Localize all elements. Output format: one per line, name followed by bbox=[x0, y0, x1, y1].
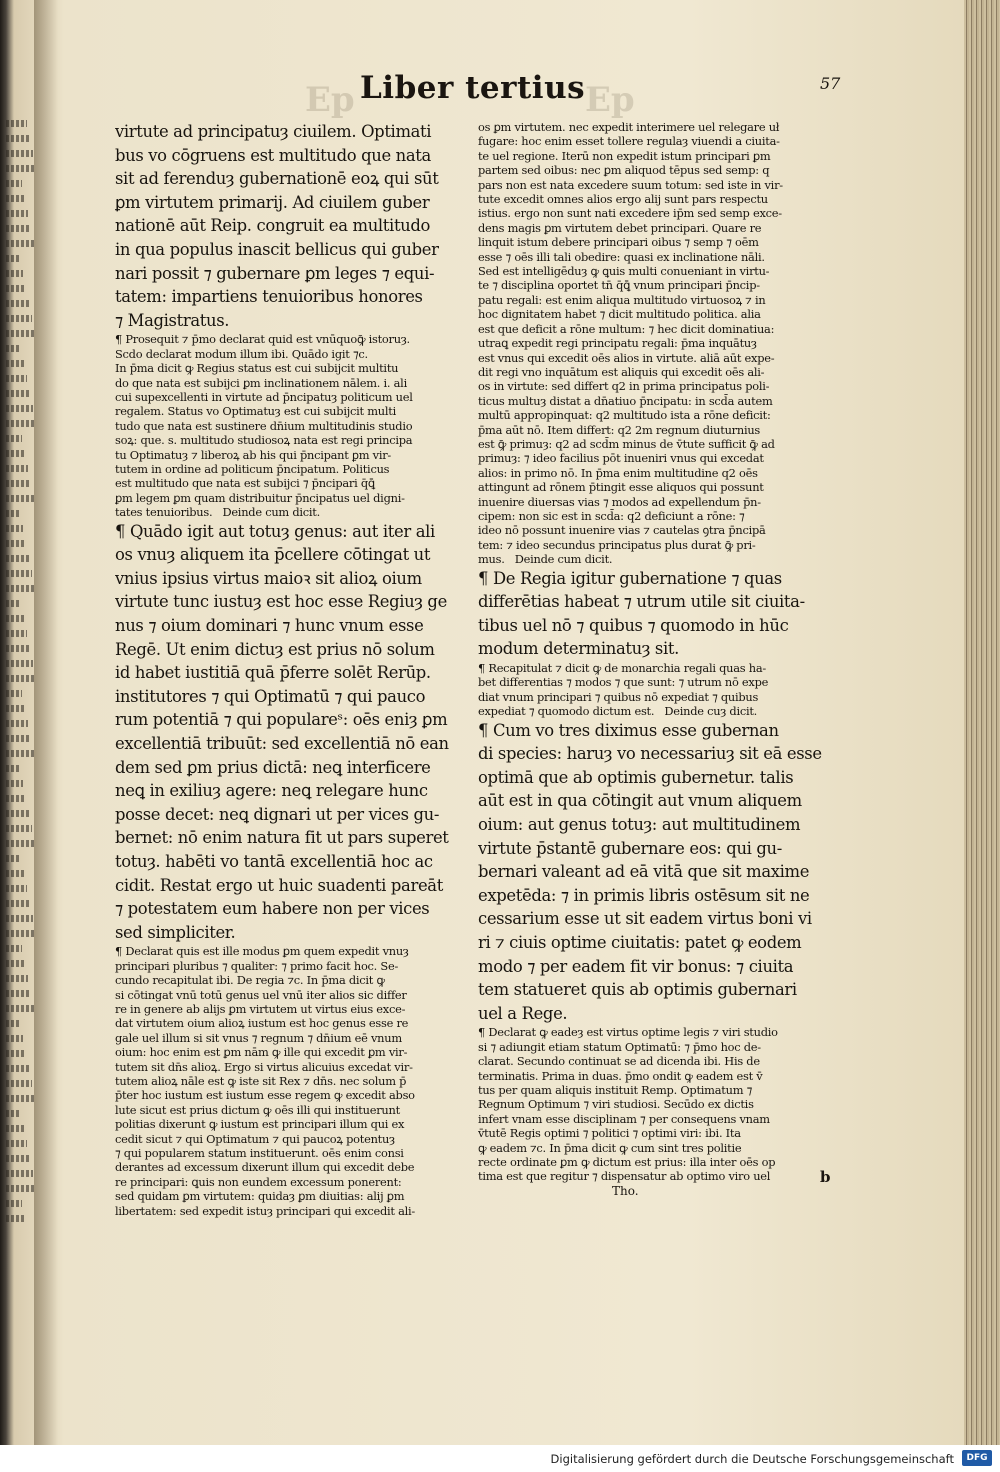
text-line: modum determinatuȝ sit. bbox=[478, 639, 679, 659]
text-line: modo ⁊ per eadem fit vir bonus: ⁊ ciuita bbox=[478, 956, 794, 976]
previous-page-text-fragment bbox=[6, 255, 20, 262]
previous-page-text-fragment bbox=[6, 1050, 26, 1057]
previous-page-text-fragment bbox=[6, 1095, 34, 1102]
text-line: lute sicut est prius dictum ꝙ oēs illi qui instituerunt bbox=[115, 1102, 400, 1117]
previous-page-text-fragment bbox=[6, 705, 25, 712]
text-line: nari possit ⁊ gubernare ꝑm leges ⁊ equi- bbox=[115, 263, 435, 283]
text-line: partem sed oibus: nec ꝑm aliquod tēpus sed semp: q bbox=[478, 163, 770, 178]
text-line: virtute tunc iustuȝ est hoc esse Regiuȝ ge bbox=[115, 592, 447, 612]
text-line: expediat ⁊ quomodo dictum est. Deinde cuȝ dicit. bbox=[478, 704, 758, 719]
previous-page-text-fragment bbox=[6, 930, 34, 937]
text-line: re in genere ab alijs ꝑm virtutem ut virtus eius exce- bbox=[115, 1001, 406, 1016]
previous-page-text-fragment bbox=[6, 870, 24, 877]
text-line: re principari: ꝗuis non eundem excessum ponerent: bbox=[115, 1174, 402, 1189]
footer-bar bbox=[0, 1445, 1000, 1472]
text-line: terminatis. Prima in duas. p̄mo ondit ꝙ eadem est v̄ bbox=[478, 1068, 763, 1083]
text-line: oium: hoc enim est ꝑm nām ꝙ ille qui excedit ꝑm vir- bbox=[115, 1045, 408, 1060]
bleed-through-text: Ep bbox=[585, 80, 635, 120]
text-line: rum potentiā ⁊ qui populareˢ: oēs eniȝ ꝑm bbox=[115, 710, 448, 730]
previous-page-text-fragment bbox=[6, 270, 23, 277]
text-line: pars non est nata excedere suum totum: sed iste in vir- bbox=[478, 177, 783, 192]
text-line: tute excedit omnes alios ergo alij sunt pars respectu bbox=[478, 192, 768, 207]
text-line: os vnuȝ aliquem ita p̄cellere cōtingat ut bbox=[115, 545, 431, 565]
text-line: ¶ Recapitulat ⁊ dicit ꝙ de monarchia regali quas ha- bbox=[478, 660, 766, 675]
text-line: ⁊ Magistratus. bbox=[115, 310, 230, 330]
left-text-column bbox=[115, 120, 450, 1218]
text-line: ¶ Declarat quis est ille modus ꝑm quem expedit vnuȝ bbox=[115, 944, 409, 959]
previous-page-text-fragment bbox=[6, 600, 21, 607]
text-line: derantes ad excessum dixerunt illum qui excedit debe bbox=[115, 1160, 415, 1175]
text-line: infert vnam esse disciplinam ⁊ per consequens vnam bbox=[478, 1111, 770, 1126]
previous-page-text-fragment bbox=[6, 450, 25, 457]
text-line: id habet iustitiā quā p̄ferre solēt Rerūp. bbox=[115, 663, 431, 683]
previous-page-text-fragment bbox=[6, 1185, 34, 1192]
folio-number: 57 bbox=[820, 74, 841, 93]
text-line: ⁊ potestatem eum habere non per vices bbox=[115, 899, 430, 919]
previous-page-text-fragment bbox=[6, 420, 34, 427]
text-line: tibus uel nō ⁊ quibus ⁊ quomodo in hūc bbox=[478, 615, 789, 635]
commentary-paragraph bbox=[478, 1025, 823, 1183]
text-line: vnius ipsius virtus maioꝛ sit alioꝝ oium bbox=[115, 568, 422, 588]
text-line: istius. ergo non sunt nati excedere ip̄m sed semp exce- bbox=[478, 206, 782, 221]
text-line: nus ⁊ oium dominari ⁊ hunc vnum esse bbox=[115, 616, 424, 635]
text-line: libertatem: sed expedit istuȝ principari qui excedit ali- bbox=[115, 1203, 416, 1218]
previous-page-text-fragment bbox=[6, 1020, 20, 1027]
previous-page-text-fragment bbox=[6, 1125, 24, 1132]
text-line: linquit istum debere principari oibus ⁊ semp ⁊ oēm bbox=[478, 235, 759, 250]
text-line: mus. Deinde cum dicit. bbox=[478, 552, 613, 567]
text-line: tutem sit dn̄s alioꝝ. Ergo si virtus alicuius excedat vir- bbox=[115, 1059, 413, 1074]
previous-page-text-fragment bbox=[6, 435, 22, 442]
text-line: Scdo declarat modum illum ibi. Quādo igit ⁊c. bbox=[115, 346, 368, 361]
previous-page-text-fragment bbox=[6, 885, 27, 892]
text-line: ri ⁊ ciuis optime ciuitatis: patet ꝙ eodem bbox=[478, 932, 802, 952]
text-line: gale uel illum si sit vnus ⁊ regnum ⁊ dn̄ium eē vnum bbox=[115, 1030, 402, 1045]
text-line: excellentiā tribuūt: sed excellentiā nō ean bbox=[115, 733, 449, 753]
previous-page-text-fragment bbox=[6, 765, 20, 772]
page-edges bbox=[964, 0, 1000, 1445]
signature-mark: b bbox=[820, 1168, 831, 1186]
text-line: bernet: nō enim natura fit ut pars superet bbox=[115, 828, 449, 848]
text-line: tus per quam aliquis instituit Remp. Optimatum ⁊ bbox=[478, 1082, 753, 1097]
text-line: ¶ Declarat ꝙ eadeȝ est virtus optime legis ⁊ viri studio bbox=[478, 1025, 778, 1040]
text-line: ticus multuȝ distat a dn̄atiuo p̄ncipatu: in scd̄a autem bbox=[478, 393, 773, 408]
text-line: sed quidam ꝑm virtutem: quidaȝ ꝑm diuitias: alij ꝑm bbox=[115, 1189, 405, 1204]
text-line: Sed est intelligēduȝ ꝙ ꝗuis multi conueniant in virtu- bbox=[478, 264, 770, 279]
previous-page-text-fragment bbox=[6, 540, 26, 547]
previous-page-text-fragment bbox=[6, 360, 24, 367]
previous-page-text-fragment bbox=[6, 345, 21, 352]
text-line: tem: ⁊ ideo secundus principatus plus durat ꝙ̄ pri- bbox=[478, 537, 756, 552]
text-line: clarat. Secundo continuat se ad dicenda ibi. His de bbox=[478, 1054, 760, 1069]
text-line: esse ⁊ oēs illi tali obedire: quasi ex inclinatione nāli. bbox=[478, 249, 765, 264]
commentary-paragraph bbox=[115, 944, 450, 1218]
text-line: Regē. Ut enim dictuȝ est prius nō solum bbox=[115, 639, 435, 659]
previous-page-text-fragment bbox=[6, 1005, 34, 1012]
text-line: uel a Rege. bbox=[478, 1003, 568, 1023]
text-line: ¶ Cum vo tres diximus esse gubernan bbox=[478, 720, 779, 740]
previous-page-text-fragment bbox=[6, 780, 23, 787]
previous-page-edge bbox=[0, 0, 34, 1445]
text-line: p̄ma aūt nō. Item differt: q2 2m regnum diuturnius bbox=[478, 422, 761, 437]
text-line: patu regali: est enim aliqua multitudo virtuosoꝝ ⁊ in bbox=[478, 292, 766, 307]
text-line: alios: in primo nō. In p̄ma enim multitudine q2 oēs bbox=[478, 465, 758, 480]
text-line: fugare: hoc enim esset tollere regulaȝ viuendi a ciuita- bbox=[478, 134, 780, 149]
text-line: di species: haruȝ vo necessariuȝ sit eā esse bbox=[478, 744, 822, 764]
text-line: dem sed ꝑm prius dictā: neꝗ interficere bbox=[115, 757, 431, 777]
right-text-column bbox=[478, 120, 823, 1184]
text-line: regalem. Status vo Optimatuȝ est cui subijcit multi bbox=[115, 404, 396, 419]
text-line: virtute ad principatuȝ ciuilem. Optimati bbox=[115, 122, 432, 141]
previous-page-text-fragment bbox=[6, 135, 30, 142]
text-paragraph bbox=[115, 120, 450, 332]
text-line: utraꝗ expedit regi principatu regali: p̄ma inquātuȝ bbox=[478, 336, 757, 351]
previous-page-text-fragment bbox=[6, 825, 32, 832]
text-line: tima est que regitur ⁊ dispensatur ab optimo viro uel bbox=[478, 1169, 771, 1184]
text-line: multū appropinquat: q2 multitudo ista a rōne deficit: bbox=[478, 408, 771, 423]
text-line: principari pluribus ⁊ qualiter: ⁊ primo facit hoc. Se- bbox=[115, 958, 399, 973]
text-line: dit regi vno inquātum est aliquis qui excedit oēs ali- bbox=[478, 364, 765, 379]
text-line: ꝑm virtutem primarij. Ad ciuilem guber bbox=[115, 192, 430, 212]
previous-page-text-fragment bbox=[6, 960, 25, 967]
text-line: te ⁊ disciplina oportet tn̄ q̄ꝗ̄ vnum principari p̄ncip- bbox=[478, 278, 760, 293]
text-paragraph bbox=[115, 520, 450, 945]
text-line: soꝝ: que. s. multitudo studiosoꝝ nata est regi principa bbox=[115, 433, 413, 448]
previous-page-text-fragment bbox=[6, 1035, 23, 1042]
previous-page-text-fragment bbox=[6, 210, 28, 217]
text-line: optimā que ab optimis gubernetur. talis bbox=[478, 767, 794, 787]
text-line: expetēda: ⁊ in primis libris ostēsum sit ne bbox=[478, 885, 810, 905]
text-line: institutores ⁊ qui Optimatū ⁊ qui pauco bbox=[115, 686, 426, 706]
previous-page-text-fragment bbox=[6, 1110, 21, 1117]
text-line: os ꝑm virtutem. nec expedit interimere uel relegare uł bbox=[478, 120, 780, 134]
text-line: nationē aūt Reip. congruit ea multitudo bbox=[115, 216, 431, 236]
previous-page-text-fragment bbox=[6, 315, 32, 322]
previous-page-text-fragment bbox=[6, 1215, 25, 1222]
text-line: tudo que nata est sustinere dn̄ium multitudinis studio bbox=[115, 418, 413, 433]
catchword: Tho. bbox=[612, 1184, 639, 1198]
previous-page-text-fragment bbox=[6, 855, 21, 862]
text-line: v̄tutē Regis optimi ⁊ politici ⁊ optimi viri: ibi. Ita bbox=[478, 1126, 741, 1141]
text-line: attingunt ad rōnem p̄tingit esse aliquos qui possunt bbox=[478, 480, 764, 495]
text-line: bernari valeant ad eā vitā que sit maxime bbox=[478, 862, 810, 882]
previous-page-text-fragment bbox=[6, 690, 22, 697]
text-line: differētias habeat ⁊ utrum utile sit ciuita- bbox=[478, 592, 805, 612]
previous-page-text-fragment bbox=[6, 300, 29, 307]
previous-page-text-fragment bbox=[6, 615, 24, 622]
text-line: do que nata est subijci ꝑm inclinationem nālem. i. ali bbox=[115, 375, 407, 390]
previous-page-text-fragment bbox=[6, 375, 27, 382]
text-line: aūt est in qua cōtingit aut vnum aliquem bbox=[478, 791, 802, 811]
text-line: cipem: non sic est in scd̄a: q2 deficiunt a rōne: ⁊ bbox=[478, 508, 745, 523]
previous-page-text-fragment bbox=[6, 165, 34, 172]
text-line: bus vo cōgruens est multitudo que nata bbox=[115, 145, 431, 165]
text-line: posse decet: neꝗ dignari ut per vices gu- bbox=[115, 804, 440, 824]
previous-page-text-fragment bbox=[6, 810, 29, 817]
previous-page-text-fragment bbox=[6, 390, 30, 397]
text-line: primuȝ: ⁊ ideo facilius pōt inueniri vnus qui excedat bbox=[478, 451, 764, 466]
previous-page-text-fragment bbox=[6, 1080, 32, 1087]
previous-page-text-fragment bbox=[6, 720, 28, 727]
text-line: si ⁊ adiungit etiam statum Optimatū: ⁊ p̄mo hoc de- bbox=[478, 1039, 761, 1054]
previous-page-text-fragment bbox=[6, 1065, 29, 1072]
previous-page-text-fragment bbox=[6, 660, 33, 667]
text-line: ꝙ eadem ⁊c. In p̄ma dicit ꝙ cum sint tres politie bbox=[478, 1140, 742, 1155]
previous-page-text-fragment bbox=[6, 525, 23, 532]
previous-page-text-fragment bbox=[6, 990, 31, 997]
text-line: bet differentias ⁊ modos ⁊ que sunt: ⁊ utrum nō expe bbox=[478, 675, 769, 690]
previous-page-text-fragment bbox=[6, 1155, 30, 1162]
previous-page-text-fragment bbox=[6, 405, 33, 412]
text-line: cidit. Restat ergo ut huic suadenti pareāt bbox=[115, 875, 443, 895]
text-line: In p̄ma dicit ꝙ Regius status est cui subijcit multitu bbox=[115, 361, 399, 376]
previous-page-text-fragment bbox=[6, 1140, 27, 1147]
footer-credit: Digitalisierung gefördert durch die Deutsche Forschungsgemeinschaft bbox=[550, 1452, 954, 1466]
text-line: est vnus qui excedit oēs alios in virtute. aliā aūt expe- bbox=[478, 350, 775, 365]
text-line: est multitudo que nata est subijci ⁊ p̄ncipari q̄ꝗ̄ bbox=[115, 476, 375, 491]
previous-page-text-fragment bbox=[6, 585, 34, 592]
previous-page-text-fragment bbox=[6, 840, 34, 847]
text-line: Regnum Optimum ⁊ viri studiosi. Secūdo ex dictis bbox=[478, 1097, 754, 1112]
text-paragraph bbox=[478, 719, 823, 1026]
text-line: cedit sicut ⁊ qui Optimatum ⁊ qui paucoꝝ potentuȝ bbox=[115, 1131, 395, 1146]
previous-page-text-fragment bbox=[6, 975, 28, 982]
text-line: neꝗ in exiliuȝ agere: neꝗ relegare hunc bbox=[115, 781, 428, 801]
text-line: recte ordinate ꝑm ꝙ dictum est prius: illa inter oēs op bbox=[478, 1154, 776, 1169]
text-line: tu Optimatuȝ ⁊ liberoꝝ ab his qui p̄ncipant ꝑm vir- bbox=[115, 447, 392, 462]
previous-page-text-fragment bbox=[6, 510, 20, 517]
previous-page-text-fragment bbox=[6, 1200, 22, 1207]
previous-page-text-fragment bbox=[6, 465, 28, 472]
text-line: te uel regione. Iterū non expedit istum principari ꝑm bbox=[478, 148, 771, 163]
previous-page-text-fragment bbox=[6, 150, 33, 157]
text-line: totuȝ. habēti vo tantā excellentiā hoc ac bbox=[115, 851, 433, 871]
text-line: cui supexcellenti in virtute ad p̄ncipatuȝ politicum uel bbox=[115, 389, 413, 404]
text-line: ideo nō possunt inuenire vias ⁊ cautelas ꝯtra p̄ncipā bbox=[478, 523, 766, 538]
text-line: politias dixerunt ꝙ iustum est principari illum qui ex bbox=[115, 1117, 405, 1132]
text-paragraph bbox=[478, 567, 823, 661]
previous-page-text-fragment bbox=[6, 645, 30, 652]
text-line: oium: aut genus totuȝ: aut multitudinem bbox=[478, 814, 801, 834]
running-title: Liber tertius bbox=[360, 70, 586, 106]
text-line: sit ad ferenduȝ gubernationē eoꝝ qui sūt bbox=[115, 169, 439, 189]
text-line: tutem alioꝝ nāle est ꝙ iste sit Rex ⁊ dn̄s. nec solum p̄ bbox=[115, 1073, 407, 1088]
commentary-paragraph bbox=[478, 120, 823, 567]
text-line: virtute p̄stantē gubernare eos: qui gu- bbox=[478, 838, 782, 858]
commentary-paragraph bbox=[115, 332, 450, 519]
text-line: tutem in ordine ad politicum p̄ncipatum. Politicus bbox=[115, 462, 390, 476]
previous-page-text-fragment bbox=[6, 555, 29, 562]
text-line: tatem: impartiens tenuioribus honores bbox=[115, 287, 423, 307]
text-line: ¶ Prosequit ⁊ p̄mo declarat quid est vnūquoꝙ̄ istoruȝ. bbox=[115, 332, 410, 347]
text-line: dat virtutem oium alioꝝ iustum est hoc genus esse re bbox=[115, 1016, 409, 1031]
previous-page-text-fragment bbox=[6, 120, 27, 127]
previous-page-text-fragment bbox=[6, 240, 34, 247]
previous-page-text-fragment bbox=[6, 570, 32, 577]
text-line: ꝑm legem ꝑm quam distribuitur p̄ncipatus uel digni- bbox=[115, 490, 405, 505]
previous-page-text-fragment bbox=[6, 495, 34, 502]
text-line: si cōtingat vnū totū genus uel vnū iter alios sic differ bbox=[115, 987, 407, 1002]
bleed-through-text: Ep bbox=[305, 80, 355, 120]
previous-page-text-fragment bbox=[6, 915, 33, 922]
previous-page-text-fragment bbox=[6, 1170, 33, 1177]
text-line: os in virtute: sed differt q2 in prima principatus poli- bbox=[478, 379, 770, 394]
previous-page-text-fragment bbox=[6, 285, 26, 292]
previous-page-text-fragment bbox=[6, 195, 25, 202]
previous-page-text-fragment bbox=[6, 750, 34, 757]
text-line: p̄ter hoc iustum est iustum esse regem ꝙ excedit abso bbox=[115, 1088, 415, 1103]
text-line: inuenire diuersas vias ⁊ modos ad expellendum p̄n- bbox=[478, 494, 761, 509]
text-line: est ꝙ̄ primuȝ: q2 ad scd̄m minus de v̄tute sufficit ꝙ̄ ad bbox=[478, 436, 775, 451]
dfg-logo: DFG bbox=[962, 1450, 992, 1466]
text-line: sed simpliciter. bbox=[115, 922, 236, 942]
previous-page-text-fragment bbox=[6, 675, 34, 682]
text-line: hoc dignitatem habet ⁊ dicit multitudo politica. alia bbox=[478, 307, 761, 322]
text-line: tates tenuioribus. Deinde cum dicit. bbox=[115, 505, 320, 520]
text-line: tem statueret quis ab optimis gubernari bbox=[478, 980, 797, 1000]
previous-page-text-fragment bbox=[6, 795, 26, 802]
text-line: dens magis ꝑm virtutem debet principari. Quare re bbox=[478, 220, 762, 235]
previous-page-text-fragment bbox=[6, 180, 22, 187]
text-line: in qua populus inascit bellicus qui guber bbox=[115, 239, 439, 259]
text-line: ¶ Quādo igit aut totuȝ genus: aut iter ali bbox=[115, 521, 435, 541]
previous-page-text-fragment bbox=[6, 225, 31, 232]
previous-page-text-fragment bbox=[6, 735, 31, 742]
text-line: est que deficit a rōne multum: ⁊ hec dicit dominatiua: bbox=[478, 321, 775, 336]
text-line: cundo recapitulat ibi. De regia ⁊c. In p̄ma dicit ꝙ bbox=[115, 973, 385, 988]
previous-page-text-fragment bbox=[6, 900, 30, 907]
text-line: cessarium esse ut sit eadem virtus boni vi bbox=[478, 909, 812, 929]
text-line: diat vnum principari ⁊ quibus nō expediat ⁊ quibus bbox=[478, 689, 759, 704]
text-line: ¶ De Regia igitur gubernatione ⁊ quas bbox=[478, 568, 782, 588]
text-line: ⁊ qui popularem statum instituerunt. oēs enim consi bbox=[115, 1146, 404, 1160]
previous-page-text-fragment bbox=[6, 945, 22, 952]
gutter-shadow bbox=[34, 0, 58, 1445]
commentary-paragraph bbox=[478, 661, 823, 719]
previous-page-text-fragment bbox=[6, 330, 34, 337]
previous-page-text-fragment bbox=[6, 630, 27, 637]
previous-page-text-fragment bbox=[6, 480, 31, 487]
